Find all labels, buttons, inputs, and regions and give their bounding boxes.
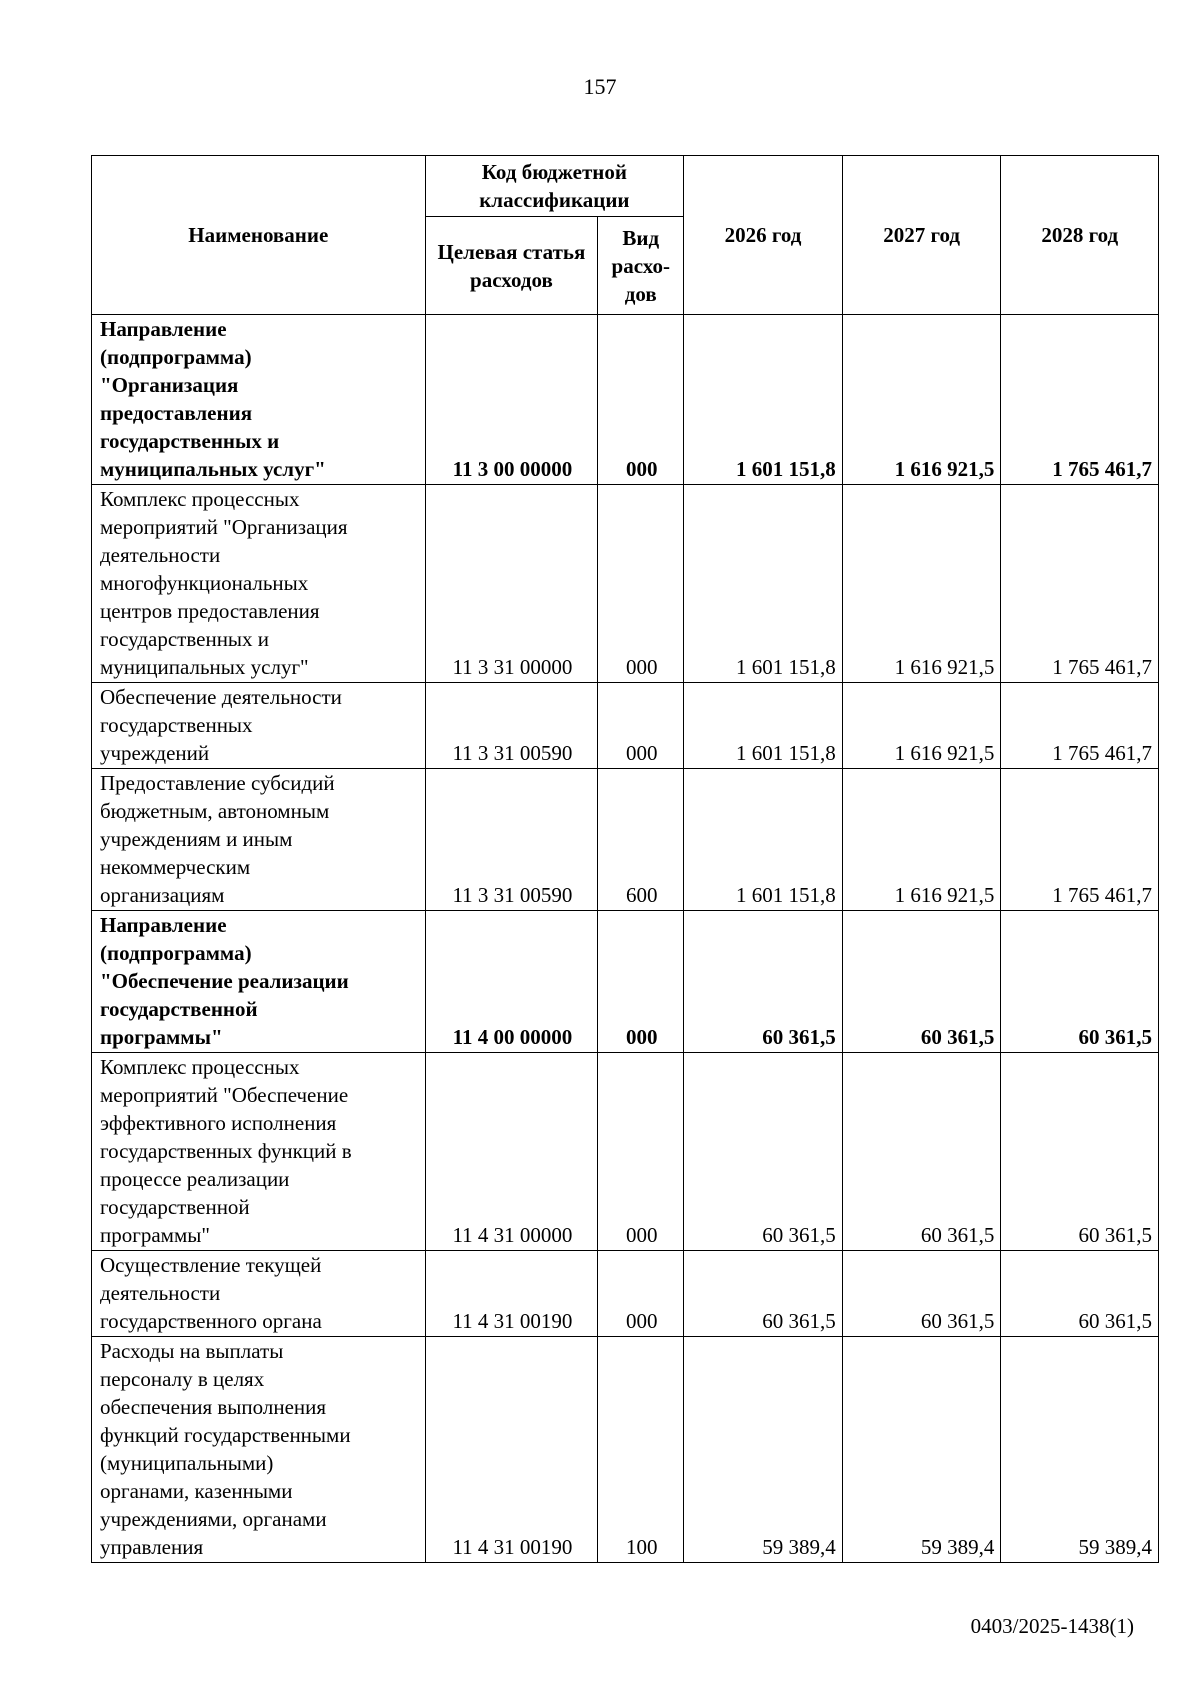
row-expense-kind: 100 — [598, 1337, 684, 1563]
table-row — [92, 1251, 1159, 1337]
row-value-2027: 60 361,5 — [842, 911, 1001, 1053]
row-target-article: 11 4 31 00000 — [425, 1053, 598, 1251]
row-name-line: (подпрограмма) — [100, 345, 252, 369]
row-target-article: 11 3 31 00590 — [425, 683, 598, 769]
row-value-2028: 59 389,4 — [1001, 1337, 1159, 1563]
row-value-2027: 59 389,4 — [842, 1337, 1001, 1563]
row-name-line: (муниципальными) — [100, 1451, 274, 1475]
header-year-2028: 2028 год — [1001, 156, 1159, 315]
row-value-2028: 1 765 461,7 — [1001, 683, 1159, 769]
row-value-2027: 1 616 921,5 — [842, 683, 1001, 769]
row-target-article: 11 3 31 00000 — [425, 485, 598, 683]
row-expense-kind: 000 — [598, 911, 684, 1053]
row-name-line: центров предоставления — [100, 599, 320, 623]
row-name-line: обеспечения выполнения — [100, 1395, 327, 1419]
row-expense-kind: 600 — [598, 769, 684, 911]
table-row — [92, 315, 1159, 485]
row-expense-kind: 000 — [598, 1251, 684, 1337]
row-value-2028: 60 361,5 — [1001, 1251, 1159, 1337]
row-name-line: "Обеспечение реализации — [100, 969, 349, 993]
row-value-2026: 1 601 151,8 — [684, 485, 843, 683]
row-target-article: 11 4 00 00000 — [425, 911, 598, 1053]
row-name — [92, 769, 426, 911]
row-value-2026: 60 361,5 — [684, 911, 843, 1053]
row-name — [92, 683, 426, 769]
row-name-line: государственных и — [100, 627, 270, 651]
header-expense-kind: Вид расхо-дов — [598, 217, 684, 315]
row-name-line: Направление — [100, 913, 227, 937]
row-expense-kind: 000 — [598, 1053, 684, 1251]
row-name-line: программы" — [100, 1223, 210, 1247]
header-year-2027: 2027 год — [842, 156, 1001, 315]
table-row — [92, 911, 1159, 1053]
row-name-line: государственной — [100, 1195, 250, 1219]
row-expense-kind: 000 — [598, 485, 684, 683]
row-name-line: учреждений — [100, 741, 210, 765]
row-expense-kind: 000 — [598, 683, 684, 769]
row-name-line: органами, казенными — [100, 1479, 293, 1503]
row-name-line: муниципальных услуг" — [100, 655, 309, 679]
row-name-line: учреждениями, органами — [100, 1507, 327, 1531]
table-row — [92, 769, 1159, 911]
page-number: 157 — [583, 74, 617, 99]
row-name-line: Предоставление субсидий — [100, 771, 335, 795]
header-year-2026: 2026 год — [684, 156, 843, 315]
row-name-line: государственных функций в — [100, 1139, 352, 1163]
row-value-2026: 1 601 151,8 — [684, 769, 843, 911]
row-name-line: управления — [100, 1535, 204, 1559]
header-name: Наименование — [92, 156, 426, 315]
row-target-article: 11 3 00 00000 — [425, 315, 598, 485]
row-name-line: функций государственными — [100, 1423, 351, 1447]
table-body — [92, 315, 1159, 1563]
budget-table — [91, 155, 1159, 1563]
table-row — [92, 1053, 1159, 1251]
row-value-2026: 1 601 151,8 — [684, 315, 843, 485]
row-name-line: предоставления — [100, 401, 253, 425]
row-value-2028: 1 765 461,7 — [1001, 485, 1159, 683]
row-target-article: 11 4 31 00190 — [425, 1251, 598, 1337]
row-value-2028: 1 765 461,7 — [1001, 769, 1159, 911]
row-name-line: государственных и — [100, 429, 280, 453]
row-name-line: учреждениям и иным — [100, 827, 293, 851]
row-name-line: государственного органа — [100, 1309, 322, 1333]
row-name-line: государственной — [100, 997, 258, 1021]
row-name-line: программы" — [100, 1025, 223, 1049]
table-header — [92, 156, 1159, 315]
row-name-line: Комплекс процессных — [100, 1055, 300, 1079]
row-name — [92, 315, 426, 485]
row-name-line: организациям — [100, 883, 225, 907]
row-value-2028: 1 765 461,7 — [1001, 315, 1159, 485]
row-name-line: многофункциональных — [100, 571, 309, 595]
row-value-2027: 1 616 921,5 — [842, 769, 1001, 911]
row-name-line: Направление — [100, 317, 227, 341]
row-name — [92, 1053, 426, 1251]
table-row — [92, 485, 1159, 683]
row-name-line: бюджетным, автономным — [100, 799, 330, 823]
row-name-line: "Организация — [100, 373, 239, 397]
row-name-line: деятельности — [100, 543, 221, 567]
row-value-2028: 60 361,5 — [1001, 911, 1159, 1053]
table-row — [92, 1337, 1159, 1563]
row-value-2027: 1 616 921,5 — [842, 485, 1001, 683]
row-name — [92, 1251, 426, 1337]
row-expense-kind: 000 — [598, 315, 684, 485]
row-name-line: персоналу в целях — [100, 1367, 265, 1391]
row-value-2027: 60 361,5 — [842, 1053, 1001, 1251]
row-name-line: мероприятий "Обеспечение — [100, 1083, 349, 1107]
row-name-line: деятельности — [100, 1281, 221, 1305]
row-name-line: муниципальных услуг" — [100, 457, 326, 481]
row-name-line: государственных — [100, 713, 253, 737]
row-value-2027: 1 616 921,5 — [842, 315, 1001, 485]
row-name-line: процессе реализации — [100, 1167, 290, 1191]
row-name — [92, 911, 426, 1053]
row-name-line: (подпрограмма) — [100, 941, 252, 965]
row-target-article: 11 3 31 00590 — [425, 769, 598, 911]
document-id: 0403/2025-1438(1) — [970, 1614, 1134, 1638]
row-value-2026: 60 361,5 — [684, 1053, 843, 1251]
row-name-line: Комплекс процессных — [100, 487, 300, 511]
row-value-2026: 1 601 151,8 — [684, 683, 843, 769]
row-name-line: Расходы на выплаты — [100, 1339, 284, 1363]
row-name-line: некоммерческим — [100, 855, 251, 879]
row-name — [92, 485, 426, 683]
row-name-line: Обеспечение деятельности — [100, 685, 342, 709]
row-value-2026: 60 361,5 — [684, 1251, 843, 1337]
row-target-article: 11 4 31 00190 — [425, 1337, 598, 1563]
row-value-2027: 60 361,5 — [842, 1251, 1001, 1337]
row-value-2028: 60 361,5 — [1001, 1053, 1159, 1251]
header-code-group: Код бюджетной классификации — [425, 156, 684, 217]
row-name-line: мероприятий "Организация — [100, 515, 348, 539]
row-name — [92, 1337, 426, 1563]
header-target-article: Целевая статья расходов — [425, 217, 598, 315]
row-value-2026: 59 389,4 — [684, 1337, 843, 1563]
table-row — [92, 683, 1159, 769]
row-name-line: эффективного исполнения — [100, 1111, 337, 1135]
row-name-line: Осуществление текущей — [100, 1253, 322, 1277]
